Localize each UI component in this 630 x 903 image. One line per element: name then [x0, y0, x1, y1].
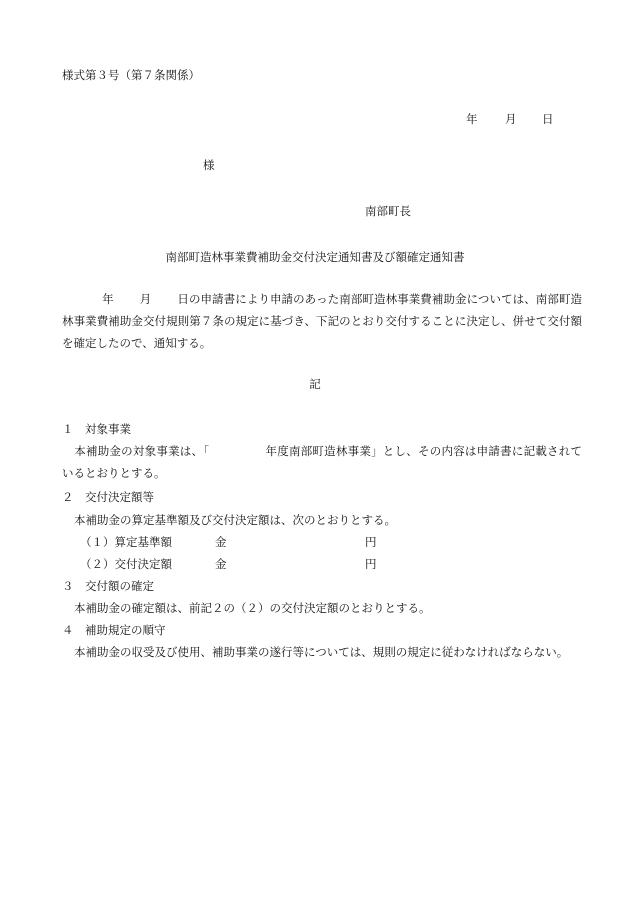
intro-text: 日の申請書により申請のあった南部町造林事業費補助金については、南部町造林事業費補助金交付規則第７条の規定に基づき、下記のとおり交付することに決定し、併せて交付額を確定したので、通知する。 [62, 292, 583, 350]
section-3-heading: ３ 交付額の確定 [62, 579, 154, 593]
form-label: 様式第３号（第７条関係） [62, 68, 200, 82]
section-1-body-a: 本補助金の対象事業は、「 [74, 444, 210, 458]
intro-paragraph [62, 288, 582, 354]
section-1-body-b: 年度南部町造林事業」とし、その内容は申請書に記載されているとおりとする。 [62, 444, 583, 480]
amount-row-yen: 円 [365, 535, 377, 549]
date-month: 月 [505, 112, 517, 126]
section-3-body: 本補助金の確定額は、前記２の（２）の交付決定額のとおりとする。 [74, 601, 431, 615]
section-2-heading: ２ 交付決定額等 [62, 490, 154, 504]
amount-row-label: （１）算定基準額 [80, 535, 172, 549]
section-1-body [62, 440, 582, 484]
recipient-suffix: 様 [203, 158, 215, 172]
ki-label: 記 [309, 377, 321, 391]
section-2-body: 本補助金の算定基準額及び交付決定額は、次のとおりとする。 [74, 513, 396, 527]
intro-year: 年 [102, 292, 114, 306]
amount-row-kin: 金 [215, 535, 227, 549]
doc-title: 南部町造林事業費補助金交付決定通知書及び額確定通知書 [165, 250, 465, 264]
section-1-heading: １ 対象事業 [62, 422, 131, 436]
amount-row-yen: 円 [365, 557, 377, 571]
intro-month: 月 [139, 292, 152, 306]
date-year: 年 [466, 112, 478, 126]
amount-row-kin: 金 [215, 557, 227, 571]
amount-row-label: （２）交付決定額 [80, 557, 172, 571]
section-4-body [62, 641, 582, 663]
date-day: 日 [542, 112, 554, 126]
section-4-heading: ４ 補助規定の順守 [62, 623, 166, 637]
section-4-body-text: 本補助金の収受及び使用、補助事業の遂行等については、規則の規定に従わなければならない。 [74, 645, 569, 659]
sender: 南部町長 [365, 204, 411, 218]
